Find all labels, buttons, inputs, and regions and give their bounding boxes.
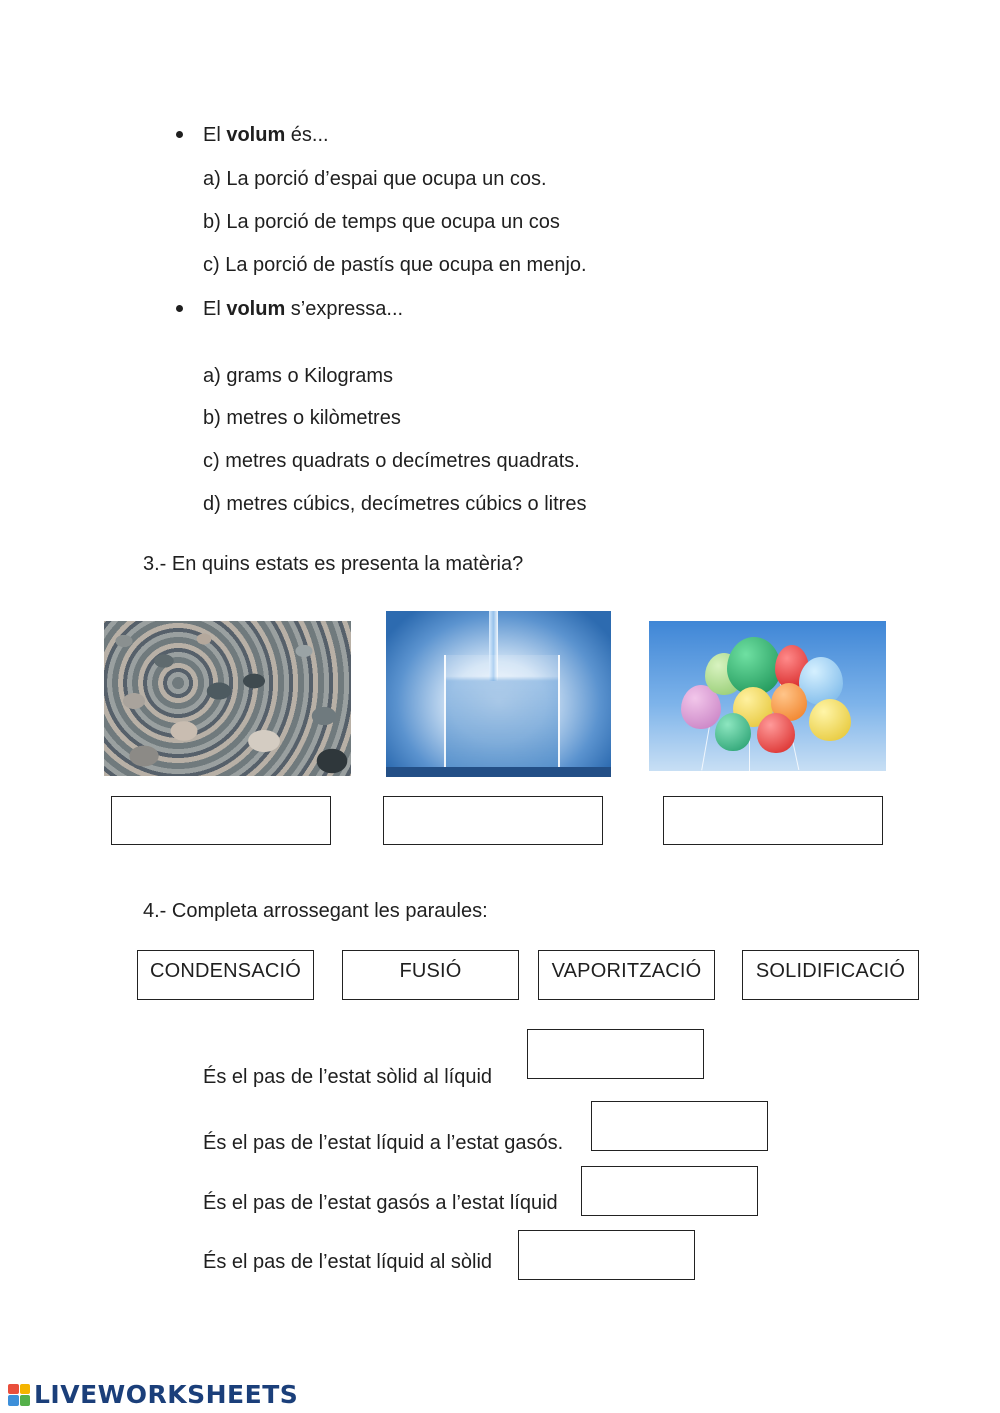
question-3-title: 3.- En quins estats es presenta la matèria? xyxy=(143,553,524,575)
table-surface xyxy=(386,767,611,777)
stones-image xyxy=(104,621,351,776)
option-c[interactable]: c) La porció de pastís que ocupa en menjo. xyxy=(203,254,587,276)
option-c[interactable]: c) metres quadrats o decímetres quadrats. xyxy=(203,450,580,472)
sentence-3: És el pas de l’estat gasós a l’estat líquid xyxy=(203,1192,558,1214)
logo-icon xyxy=(8,1384,30,1406)
balloon-red2 xyxy=(757,713,795,753)
word-chip-vaporitzacio[interactable]: VAPORITZACIÓ xyxy=(538,950,715,1000)
question-volume-definition: El volum és... xyxy=(203,124,329,146)
glass-shape xyxy=(444,655,560,775)
balloons-image xyxy=(649,621,886,771)
drop-box-2[interactable] xyxy=(591,1101,768,1151)
brand-name: LIVEWORKSHEETS xyxy=(34,1380,299,1409)
word-chip-fusio[interactable]: FUSIÓ xyxy=(342,950,519,1000)
question-4-title: 4.- Completa arrossegant les paraules: xyxy=(143,900,488,922)
sentence-2: És el pas de l’estat líquid a l’estat gasós. xyxy=(203,1132,564,1154)
option-a[interactable]: a) La porció d’espai que ocupa un cos. xyxy=(203,168,547,190)
balloon-yellow2 xyxy=(809,699,851,741)
liveworksheets-logo xyxy=(8,1380,298,1409)
option-d[interactable]: d) metres cúbics, decímetres cúbics o litres xyxy=(203,493,587,515)
glass-of-water-image xyxy=(386,611,611,777)
option-b[interactable]: b) La porció de temps que ocupa un cos xyxy=(203,211,560,233)
bullet-dot xyxy=(176,305,183,312)
drop-box-1[interactable] xyxy=(527,1029,704,1079)
drop-box-3[interactable] xyxy=(581,1166,758,1216)
bullet-dot xyxy=(176,131,183,138)
word-chip-solidificacio[interactable]: SOLIDIFICACIÓ xyxy=(742,950,919,1000)
balloon-green2 xyxy=(715,713,751,751)
answer-box-state-3[interactable] xyxy=(663,796,883,845)
sentence-1: És el pas de l’estat sòlid al líquid xyxy=(203,1066,493,1088)
question-volume-units: El volum s’expressa... xyxy=(203,298,404,320)
drop-box-4[interactable] xyxy=(518,1230,695,1280)
option-b[interactable]: b) metres o kilòmetres xyxy=(203,407,401,429)
word-chip-condensacio[interactable]: CONDENSACIÓ xyxy=(137,950,314,1000)
answer-box-state-2[interactable] xyxy=(383,796,603,845)
option-a[interactable]: a) grams o Kilograms xyxy=(203,365,394,387)
answer-box-state-1[interactable] xyxy=(111,796,331,845)
sentence-4: És el pas de l’estat líquid al sòlid xyxy=(203,1251,493,1273)
